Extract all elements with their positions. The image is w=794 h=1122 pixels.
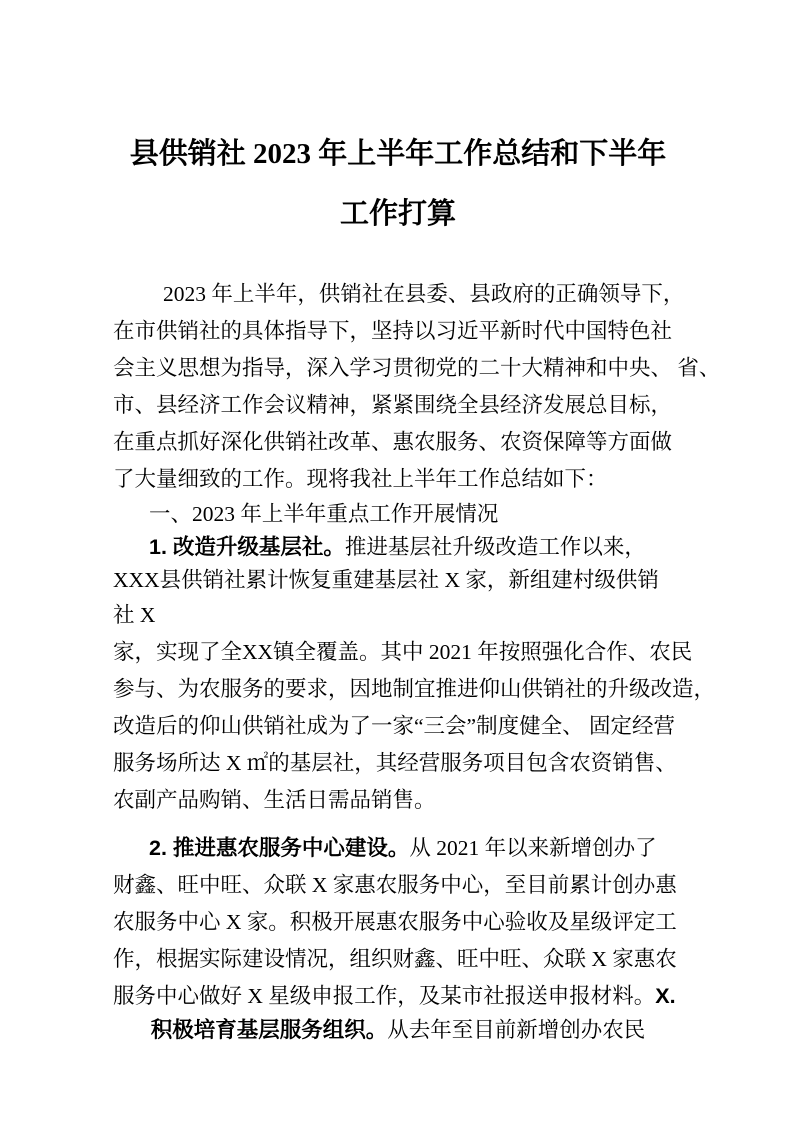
- document-title: [113, 124, 683, 244]
- text-run: 2023 年上半年，供销社在县委、县政府的正确领导下，: [163, 282, 685, 306]
- text-run: 作，根据实际建设情况，组织财鑫、旺中旺、众联 X 家惠农: [113, 947, 677, 971]
- body-line: [113, 424, 683, 461]
- text-run: 从 2021 年以来新增创办了: [409, 836, 657, 860]
- text-run: 市、县经济工作会议精神，紧紧围绕全县经济发展总目标，: [113, 393, 673, 417]
- body-line: [113, 313, 683, 350]
- body-line: [113, 597, 683, 634]
- text-run: 财鑫、旺中旺、众联 X 家惠农服务中心，至目前累计创办惠: [113, 873, 677, 897]
- document-content: [113, 124, 721, 1045]
- body-line: [113, 350, 721, 387]
- body-line: [113, 498, 683, 531]
- bold-text-run: 1. 改造升级基层社。: [149, 535, 345, 559]
- bold-text-run: 积极培育基层服务组织。: [150, 1018, 388, 1042]
- text-run: 农副产品购销、生活日需品销售。: [113, 788, 436, 812]
- body-line: [113, 387, 683, 424]
- body-line: [113, 461, 683, 498]
- body-line: [113, 867, 683, 904]
- document-body: [113, 276, 721, 1045]
- text-run: 改造后的仰山供销社成为了一家“三会”制度健全、 固定经营: [113, 714, 675, 738]
- text-run: 服务场所达 X ㎡的基层社，其经营服务项目包含农资销售、: [113, 751, 677, 775]
- body-line: [113, 978, 683, 1015]
- body-line: [113, 671, 716, 708]
- text-run: 从去年至目前新增创办农民: [387, 1018, 646, 1042]
- text-run: 参与、为农服务的要求，因地制宜推进仰山供销社的升级改造，: [113, 677, 716, 701]
- text-run: 会主义思想为指导，深入学习贯彻党的二十大精神和中央、 省、: [113, 356, 721, 380]
- text-run: 服务中心做好 X 星级申报工作，及某市社报送申报材料。: [113, 984, 656, 1008]
- body-line: [113, 782, 683, 819]
- body-line: [113, 745, 683, 782]
- text-run: 一、2023 年上半年重点工作开展情况: [149, 502, 499, 526]
- body-line: [113, 564, 683, 597]
- text-run: 在重点抓好深化供销社改革、惠农服务、农资保障等方面做: [113, 430, 673, 454]
- text-run: 社 X: [113, 603, 156, 627]
- text-run: 家，实现了全XX镇全覆盖。其中 2021 年按照强化合作、农民: [113, 640, 693, 664]
- text-run: 了大量细致的工作。现将我社上半年工作总结如下：: [113, 467, 608, 491]
- body-line: [113, 941, 683, 978]
- body-line: [113, 830, 683, 867]
- body-line: [113, 904, 683, 941]
- body-line: [113, 276, 683, 313]
- body-line: [113, 531, 683, 564]
- body-line: [113, 708, 683, 745]
- text-run: 推进基层社升级改造工作以来，: [344, 535, 646, 559]
- text-run: XXX县供销社累计恢复重建基层社 X 家，新组建村级供销: [113, 568, 659, 592]
- body-line: [113, 1015, 683, 1045]
- bold-text-run: X.: [655, 984, 676, 1008]
- text-run: 农服务中心 X 家。积极开展惠农服务中心验收及星级评定工: [113, 910, 677, 934]
- bold-text-run: 2. 推进惠农服务中心建设。: [149, 836, 410, 860]
- body-line: [113, 634, 693, 671]
- text-run: 在市供销社的具体指导下，坚持以习近平新时代中国特色社: [113, 319, 673, 343]
- title-line-1: 县供销社 2023 年上半年工作总结和下半年: [129, 138, 667, 170]
- title-line-2: 工作打算: [339, 198, 456, 230]
